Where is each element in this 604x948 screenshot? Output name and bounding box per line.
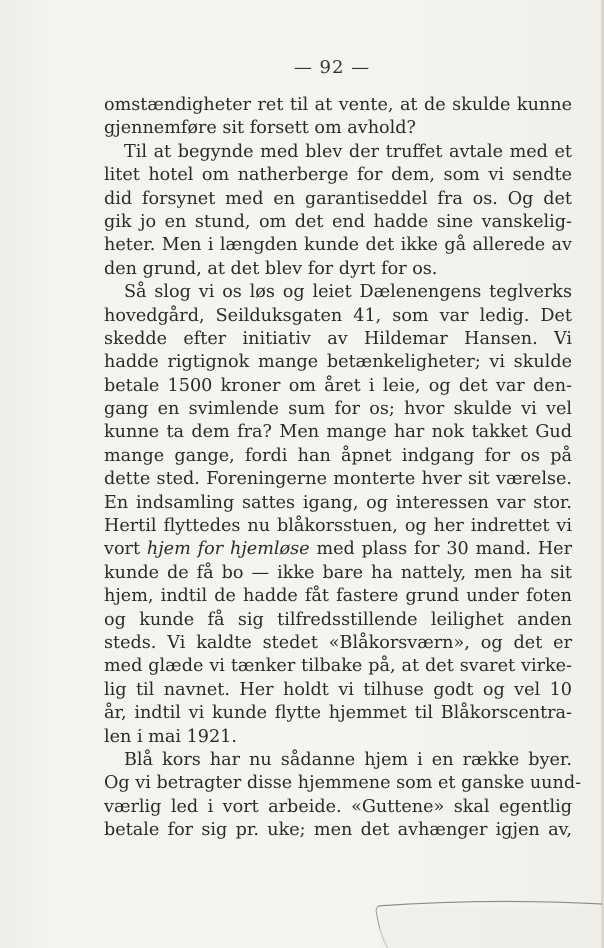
text-line: værlig led i vort arbeide. «Guttene» skal egentlig: [104, 796, 572, 817]
text-line: gang en svimlende sum for os; hvor skulde vi vel: [104, 399, 572, 420]
text-segment: vort: [104, 539, 147, 560]
text-line: Hertil flyttedes nu blåkorsstuen, og her indrettet vi: [104, 516, 572, 537]
text-line: hadde rigtignok mange betænkeligheter; vi skulde: [104, 352, 572, 373]
text-line: betale for sig pr. uke; men det avhænger igjen av,: [104, 820, 572, 841]
text-line: did forsynet med en garantiseddel fra os. Og det: [104, 188, 572, 209]
text-line: mange gange, fordi han åpnet indgang for os på: [104, 445, 572, 466]
text-line: den grund, at det blev for dyrt for os.: [104, 258, 438, 279]
text-line: med glæde vi tænker tilbake på, at det svaret virke-: [104, 656, 572, 677]
text-line: kunne ta dem fra? Men mange har nok takket Gud: [104, 422, 572, 443]
text-line: betale 1500 kroner om året i leie, og det var den-: [104, 375, 572, 396]
text-line: lig til navnet. Her holdt vi tilhuse godt og vel 10: [104, 679, 572, 700]
text-line: steds. Vi kaldte stedet «Blåkorsværn», og det er: [104, 632, 572, 653]
text-line: kunde de få bo — ikke bare ha nattely, men ha sit: [104, 562, 572, 583]
text-line: [104, 538, 572, 561]
page-curl-decoration: [368, 896, 604, 948]
text-line: dette sted. Foreningerne monterte hver sit værelse.: [104, 469, 572, 490]
italic-phrase: hjem for hjemløse: [146, 539, 310, 560]
text-line: skedde efter initiativ av Hildemar Hansen. Vi: [104, 328, 572, 349]
text-line: len i mai 1921.: [104, 726, 237, 747]
text-line: gjennemføre sit forsett om avhold?: [104, 118, 416, 139]
text-line: Blå kors har nu sådanne hjem i en række byer.: [124, 749, 572, 770]
text-line: hjem, indtil de hadde fåt fastere grund under foten: [104, 586, 572, 607]
text-line: omstændigheter ret til at vente, at de skulde kunne: [104, 95, 572, 115]
text-line: Så slog vi os løs og leiet Dælenengens teglverks: [124, 282, 572, 303]
text-line: litet hotel om natherberge for dem, som vi sendte: [104, 165, 572, 186]
text-line: år, indtil vi kunde flytte hjemmet til Blåkorscentra-: [104, 703, 572, 724]
text-line: heter. Men i længden kunde det ikke gå allerede av: [104, 235, 572, 256]
text-line: En indsamling sattes igang, og interessen var stor.: [104, 492, 572, 513]
text-line: Og vi betragter disse hjemmene som et ganske uund-: [104, 773, 582, 794]
text-line: Til at begynde med blev der truffet avtale med et: [124, 141, 572, 162]
text-line: gik jo en stund, om det end hadde sine vanskelig-: [104, 211, 572, 232]
body-text: [104, 94, 582, 843]
text-segment: med plass for 30 mand. Her: [309, 539, 573, 560]
text-line: og kunde få sig tilfredsstillende leilighet anden: [104, 609, 572, 630]
page-number: — 92 —: [293, 57, 371, 78]
text-line: hovedgård, Seilduksgaten 41, som var ledig. Det: [104, 305, 572, 326]
